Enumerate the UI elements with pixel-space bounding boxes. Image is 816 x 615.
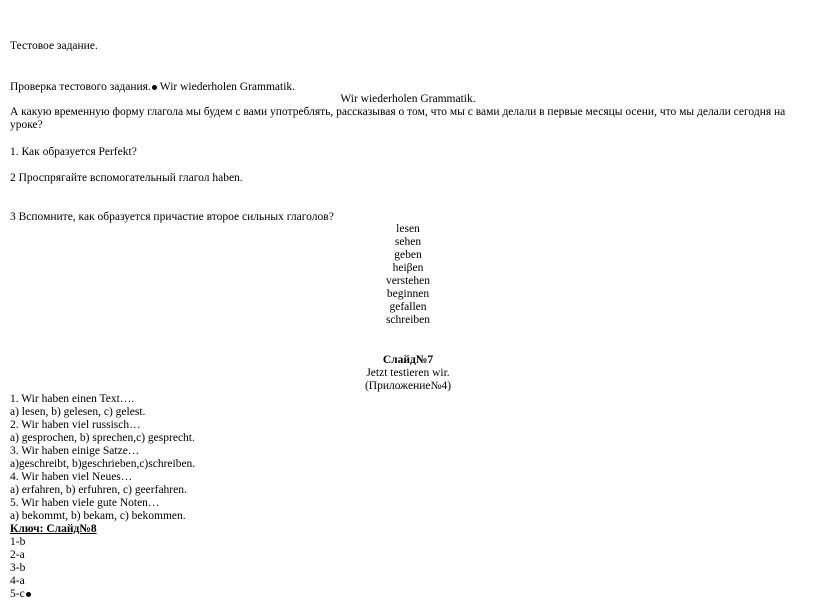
test-line: 4. Wir haben viel Neues… [10, 471, 133, 483]
key-label [10, 523, 97, 536]
key-answer-last [10, 588, 34, 601]
bullet-icon [152, 85, 157, 90]
verb-item: sehen [394, 236, 422, 248]
verb-item: heiβen [392, 262, 424, 274]
verb-item: gefallen [389, 301, 427, 313]
question-3: 3 Вспомните, как образуется причастие второе сильных глаголов? [10, 211, 334, 223]
test-line: a) lesen, b) gelesen, c) gelest. [10, 406, 146, 418]
check-suffix: Wir wiederholen Grammatik. [159, 81, 296, 93]
test-line: a) bekommt, b) bekam, c) bekommen. [10, 510, 186, 522]
key-answer: 2-a [10, 549, 25, 561]
question-1: 1. Как образуется Perfekt? [10, 146, 137, 158]
verb-item: schreiben [385, 314, 431, 326]
slide7-appendix: (Приложение№4) [364, 380, 452, 392]
subtitle: Wir wiederholen Grammatik. [340, 93, 476, 105]
test-line: 2. Wir haben viel russisch… [10, 419, 141, 431]
key-label-text: Ключ: Слайд№8 [10, 523, 97, 535]
slide7-subtitle: Jetzt testieren wir. [366, 367, 450, 379]
heading: Тестовое задание. [10, 40, 98, 52]
verb-item: geben [394, 249, 422, 261]
key-answer: 3-b [10, 562, 26, 574]
verb-item: verstehen [385, 275, 431, 287]
test-line: a)geschreibt, b)geschrieben,c)schreiben. [10, 458, 196, 470]
slide7-title: Слайд№7 [382, 354, 434, 366]
verb-item: beginnen [386, 288, 430, 300]
verb-item: lesen [396, 223, 420, 235]
check-prefix: Проверка тестового задания. [10, 81, 151, 93]
bullet-icon [26, 592, 31, 597]
question-2: 2 Проспрягайте вспомогательный глагол haben. [10, 172, 243, 184]
test-line: 5. Wir haben viele gute Noten… [10, 497, 160, 509]
key-answer: 1-b [10, 536, 26, 548]
question-intro: А какую временную форму глагола мы будем с вами употреблять, рассказывая о том, что мы с вами делали в первые месяцы осени, что мы делали сегодня на уроке? [10, 106, 786, 132]
test-line: a) erfahren, b) erfuhren, c) geerfahren. [10, 484, 187, 496]
test-line: 3. Wir haben einige Satze… [10, 445, 140, 457]
test-line: 1. Wir haben einen Text…. [10, 393, 135, 405]
key-answer: 4-a [10, 575, 25, 587]
test-line: a) gesprochen, b) sprechen,c) gesprecht. [10, 432, 195, 444]
key-answer: 5-c [10, 588, 25, 600]
